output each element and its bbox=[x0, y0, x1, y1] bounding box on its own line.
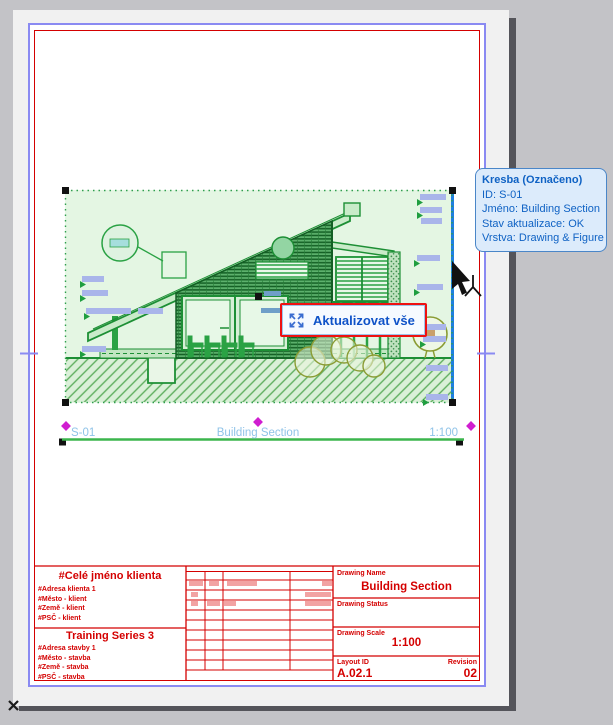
level-mark bbox=[264, 291, 281, 296]
info-tag-row: Jméno: Building Section bbox=[482, 203, 601, 216]
revision-table-placeholders bbox=[189, 581, 332, 606]
client-address-line: #Země - klient bbox=[38, 605, 85, 612]
revision-field-value: 02 bbox=[463, 665, 477, 680]
layout-id-field-label: Layout ID bbox=[337, 658, 369, 666]
client-address-line: #Město - klient bbox=[38, 595, 87, 603]
drawing-name-field-label: Drawing Name bbox=[337, 569, 386, 577]
site-address-line: #Adresa stavby 1 bbox=[38, 645, 96, 652]
site-address-line: #PSČ - stavba bbox=[38, 673, 85, 681]
drawing-scale-label: 1:100 bbox=[429, 427, 458, 439]
revision-field-label: Revision bbox=[447, 658, 477, 666]
project-name-header: Training Series 3 bbox=[65, 630, 155, 642]
client-address-line: #Adresa klienta 1 bbox=[38, 586, 96, 593]
client-address-line: #PSČ - klient bbox=[38, 614, 81, 622]
info-tag-row: ID: S-01 bbox=[482, 188, 523, 201]
origin-cross-icon bbox=[9, 701, 18, 710]
info-tag-title: Kresba (Označeno) bbox=[482, 174, 583, 186]
layout-id-field-value: A.02.1 bbox=[337, 665, 373, 680]
drawing-name-label: Building Section bbox=[216, 427, 300, 439]
info-tag-row: Vrstva: Drawing & Figure bbox=[482, 232, 604, 245]
update-all-button-label: Aktualizovat vše bbox=[313, 312, 415, 328]
site-address-line: #Město - stavba bbox=[38, 654, 91, 662]
drawing-scale-field-label: Drawing Scale bbox=[337, 629, 385, 637]
site-address-line: #Země - stavba bbox=[38, 664, 89, 671]
drawing-status-field-label: Drawing Status bbox=[337, 600, 388, 608]
drawing-scale-field-value: 1:100 bbox=[391, 636, 422, 649]
drawing-id-label: S-01 bbox=[71, 427, 96, 439]
round-window bbox=[272, 237, 294, 259]
louver-band bbox=[256, 262, 308, 279]
info-tag-row: Stav aktualizace: OK bbox=[482, 217, 585, 230]
ground-hatch bbox=[66, 358, 451, 402]
level-mark bbox=[261, 308, 282, 313]
element-info-tag bbox=[475, 168, 607, 252]
client-name-header: #Celé jméno klienta bbox=[58, 569, 162, 582]
glazed-door bbox=[182, 296, 288, 350]
drawing-title-bar[interactable] bbox=[62, 427, 464, 440]
update-all-button[interactable] bbox=[280, 303, 427, 337]
update-arrows-icon bbox=[287, 311, 306, 330]
drawing-name-field-value: Building Section bbox=[361, 580, 452, 593]
